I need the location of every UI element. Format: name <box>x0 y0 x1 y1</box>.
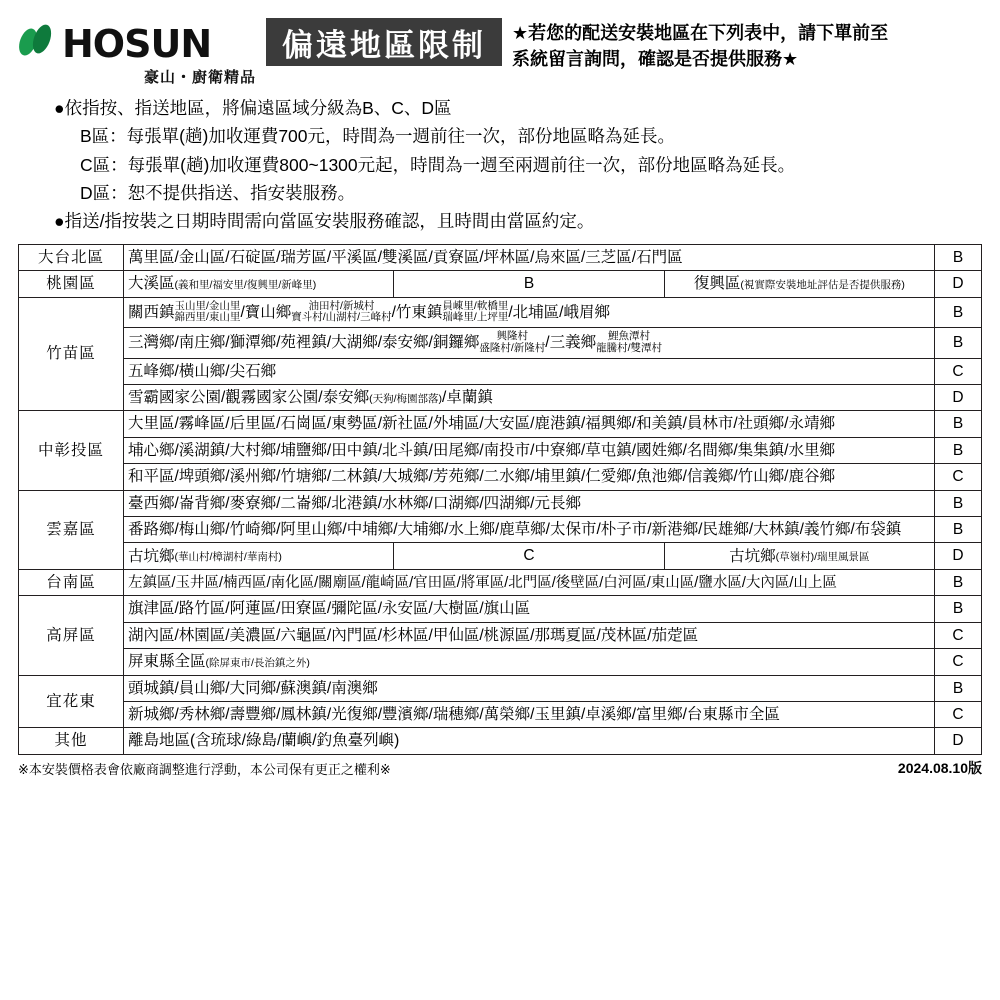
table-row <box>19 437 982 463</box>
area-list: 大里區/霧峰區/后里區/石崗區/東勢區/新社區/外埔區/大安區/鹿港鎮/福興鄉/和美鎮/員林市/社頭鄉/永靖鄉 <box>124 411 935 437</box>
area-list-left <box>124 271 394 298</box>
area-list: 左鎮區/玉井區/楠西區/南化區/關廟區/龍崎區/官田區/將軍區/北門區/後壁區/白河區/東山區/鹽水區/大內區/山上區 <box>124 569 935 595</box>
policy-note-3: D區：恕不提供指送、指安裝服務。 <box>80 183 356 204</box>
area-list: 埔心鄉/溪湖鎮/大村鄉/埔鹽鄉/田中鎮/北斗鎮/田尾鄉/南投市/中寮鄉/草屯鎮/國姓鄉/名間鄉/集集鎮/水里鄉 <box>124 437 935 463</box>
table-row <box>19 702 982 728</box>
area-list-right <box>664 271 934 298</box>
area-note: (義和里/福安里/復興里/新峰里) <box>174 279 317 292</box>
area-note: (華山村/樟湖村/華南村) <box>174 551 282 564</box>
region-label: 雲嘉區 <box>19 490 124 569</box>
area-list: 雪霸國家公園/觀霧國家公園/泰安鄉(天狗/梅園部落)/卓蘭鎮 <box>124 385 935 411</box>
table-row <box>19 596 982 622</box>
zone-code: B <box>935 675 982 701</box>
policy-note-0: ●依指按、指送地區，將偏遠區域分級為B、C、D區 <box>54 98 452 118</box>
zone-code-left: B <box>394 271 664 298</box>
area-list: 三灣鄉/南庄鄉/獅潭鄉/苑裡鎮/大湖鄉/泰安鄉/銅鑼鄉 興隆村 盛隆村/新隆村/三義鄉 鯉魚潭村 龍騰村/雙潭村 <box>124 328 935 359</box>
area-note: (除屏東市/長治鎮之外) <box>205 657 310 670</box>
zone-code: C <box>935 464 982 490</box>
zone-code: C <box>935 702 982 728</box>
page-title: 偏遠地區限制 <box>266 18 502 66</box>
area-note: (視實際安裝地址評估是否提供服務) <box>740 279 905 292</box>
policy-note-4: ●指送/指按裝之日期時間需向當區安裝服務確認，且時間由當區約定。 <box>54 211 595 232</box>
policy-note-1: B區：每張單(趟)加收運費700元，時間為一週前往一次，部份地區略為延長。 <box>80 126 676 147</box>
table-row <box>19 411 982 437</box>
table-row <box>19 622 982 648</box>
area-list-right <box>664 543 934 570</box>
zone-code: B <box>935 244 982 270</box>
region-label: 中彰投區 <box>19 411 124 490</box>
area-list-left <box>124 543 394 570</box>
table-row <box>19 464 982 490</box>
table-row <box>19 516 982 542</box>
area-list: 關西鎮玉山里/金山里 錦西里/東山里/寶山鄉 油田村/新城村 寶斗村/山湖村/三峰村/竹東鎮員崠里/軟橋里 瑞峰里/上坪里/北埔區/峨眉鄉 <box>124 297 935 328</box>
area-name: 古坑鄉 <box>729 547 776 565</box>
brand-logo <box>18 14 256 87</box>
region-label: 大台北區 <box>19 244 124 270</box>
region-label: 桃園區 <box>19 271 124 298</box>
area-list: 萬里區/金山區/石碇區/瑞芳區/平溪區/雙溪區/貢寮區/坪林區/烏來區/三芝區/石門區 <box>124 244 935 270</box>
table-row <box>19 385 982 411</box>
zone-code: D <box>935 728 982 754</box>
area-list: 新城鄉/秀林鄉/壽豐鄉/鳳林鎮/光復鄉/豐濱鄉/瑞穗鄉/萬榮鄉/玉里鎮/卓溪鄉/富里鄉/台東縣市全區 <box>124 702 935 728</box>
zone-code: C <box>935 649 982 676</box>
area-list: 五峰鄉/橫山鄉/尖石鄉 <box>124 358 935 384</box>
area-name: 屏東縣全區 <box>128 653 206 671</box>
zone-code: B <box>935 328 982 359</box>
policy-note-2: C區：每張單(趟)加收運費800~1300元起，時間為一週至兩週前往一次，部份地區略為延長。 <box>80 154 796 175</box>
header-note-line2: 系統留言詢問，確認是否提供服務★ <box>512 49 799 70</box>
area-list: 番路鄉/梅山鄉/竹崎鄉/阿里山鄉/中埔鄉/大埔鄉/水上鄉/鹿草鄉/太保市/朴子市/新港鄉/民雄鄉/大林鎮/義竹鄉/布袋鎮 <box>124 516 935 542</box>
zone-code: B <box>935 596 982 622</box>
area-list: 離島地區(含琉球/綠島/蘭嶼/釣魚臺列嶼) <box>124 728 935 754</box>
brand-name: HOSUN <box>62 22 212 66</box>
zone-code: B <box>935 411 982 437</box>
table-row <box>19 675 982 701</box>
page-header <box>18 14 982 92</box>
zone-code: B <box>935 297 982 328</box>
leaf-icon <box>18 24 62 64</box>
area-name: 大溪區 <box>128 275 175 293</box>
table-row <box>19 297 982 328</box>
brand-subtitle: 豪山・廚衛精品 <box>143 69 256 86</box>
area-list: 頭城鎮/員山鄉/大同鄉/蘇澳鎮/南澳鄉 <box>124 675 935 701</box>
table-row <box>19 271 982 298</box>
zone-code: D <box>935 543 982 570</box>
footer-disclaimer: ※本安裝價格表會依廠商調整進行浮動，本公司保有更正之權利※ <box>18 761 391 777</box>
area-list: 臺西鄉/崙背鄉/麥寮鄉/二崙鄉/北港鎮/水林鄉/口湖鄉/四湖鄉/元長鄉 <box>124 490 935 516</box>
table-row <box>19 490 982 516</box>
table-row <box>19 328 982 359</box>
area-list: 旗津區/路竹區/阿蓮區/田寮區/彌陀區/永安區/大樹區/旗山區 <box>124 596 935 622</box>
zone-code: B <box>935 569 982 595</box>
page-footer <box>18 758 982 778</box>
region-label: 高屏區 <box>19 596 124 675</box>
header-note-line1: ★若您的配送安裝地區在下列表中，請下單前至 <box>512 23 889 43</box>
table-row <box>19 543 982 570</box>
region-label: 其他 <box>19 728 124 754</box>
zone-code: B <box>935 516 982 542</box>
table-row <box>19 649 982 676</box>
zone-code: C <box>935 622 982 648</box>
area-list: 和平區/埤頭鄉/溪州鄉/竹塘鄉/二林鎮/大城鄉/芳苑鄉/二水鄉/埔里鎮/仁愛鄉/魚池鄉/信義鄉/竹山鄉/鹿谷鄉 <box>124 464 935 490</box>
table-row <box>19 569 982 595</box>
policy-notes <box>54 94 982 236</box>
table-row <box>19 358 982 384</box>
remote-area-table <box>18 244 982 755</box>
area-name: 復興區 <box>693 275 741 293</box>
zone-code: B <box>935 437 982 463</box>
zone-code: D <box>935 271 982 298</box>
zone-code: B <box>935 490 982 516</box>
region-label: 台南區 <box>19 569 124 595</box>
area-name: 古坑鄉 <box>128 547 175 565</box>
area-list <box>124 649 935 676</box>
header-note <box>512 14 888 72</box>
table-row <box>19 244 982 270</box>
footer-version: 2024.08.10版 <box>897 759 982 776</box>
zone-code-left: C <box>394 543 664 570</box>
zone-code: C <box>935 358 982 384</box>
table-row <box>19 728 982 754</box>
area-list: 湖內區/林園區/美濃區/六龜區/內門區/杉林區/甲仙區/桃源區/那瑪夏區/茂林區/茄萣區 <box>124 622 935 648</box>
area-note: (草嶺村)/瑞里風景區 <box>775 551 870 564</box>
zone-code: D <box>935 385 982 411</box>
region-label: 宜花東 <box>19 675 124 728</box>
region-label: 竹苗區 <box>19 297 124 411</box>
